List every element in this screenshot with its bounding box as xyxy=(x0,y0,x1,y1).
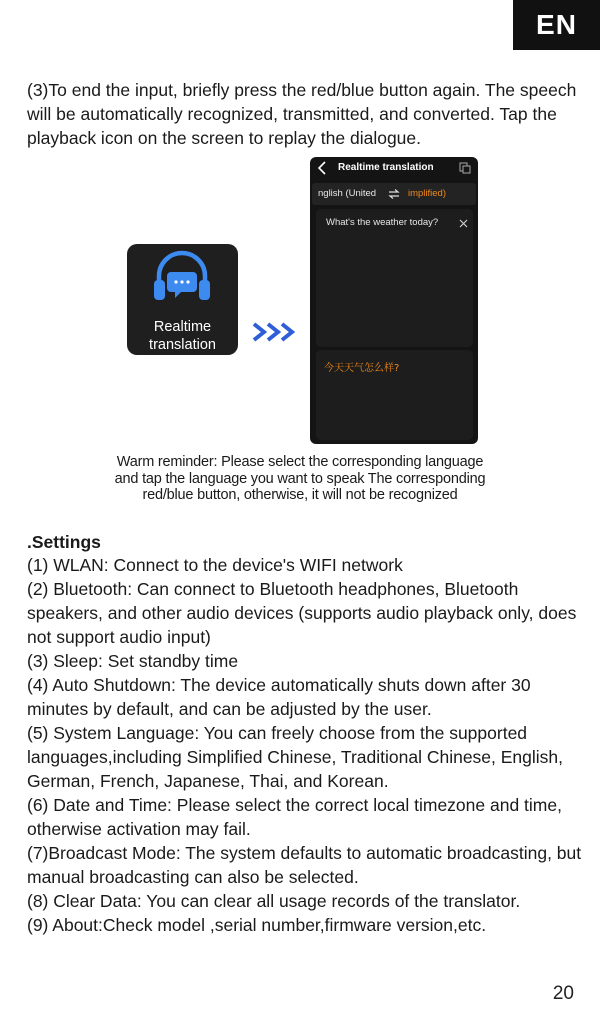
settings-item-bluetooth: (2) Bluetooth: Can connect to Bluetooth headphones, Bluetooth speakers, and other audio devices (supports audio playback only, does not support audio input) xyxy=(27,579,577,647)
realtime-translation-app-icon[interactable] xyxy=(127,244,238,355)
back-chevron-icon[interactable] xyxy=(317,161,327,175)
source-language[interactable]: nglish (United xyxy=(318,188,377,199)
settings-item-auto-shutdown: (4) Auto Shutdown: The device automatically shuts down after 30 minutes by default, and can be adjusted by the user. xyxy=(27,675,531,719)
reminder-line3: red/blue button, otherwise, it will not be recognized xyxy=(142,487,458,503)
settings-item-system-language: (5) System Language: You can freely choose from the supported languages,including Simplified Chinese, Traditional Chinese, English, German, French, Japanese, Thai, and Korean. xyxy=(27,723,564,791)
reminder-line1: Warm reminder: Please select the corresponding language xyxy=(116,454,484,470)
phone-screenshot xyxy=(310,157,478,444)
app-icon-label-line1: Realtime xyxy=(153,319,212,335)
swap-icon[interactable] xyxy=(388,188,400,200)
language-tab: EN xyxy=(513,0,600,50)
intro-paragraph: (3)To end the input, briefly press the red/blue button again. The speech will be automatically recognized, transmitted, and converted. Tap the playback icon on the screen to replay the dialogue. xyxy=(27,80,577,148)
translated-text-panel xyxy=(316,350,473,440)
headset-chat-icon xyxy=(151,250,213,306)
language-selector-bar xyxy=(312,183,476,205)
settings-item-sleep: (3) Sleep: Set standby time xyxy=(27,651,239,671)
source-text-panel xyxy=(316,209,473,347)
settings-item-date-time: (6) Date and Time: Please select the correct local timezone and time, otherwise activation may fail. xyxy=(27,795,562,839)
page-number: 20 xyxy=(552,983,574,1004)
translated-answer: 今天天气怎么样? xyxy=(324,363,400,374)
warm-reminder xyxy=(100,454,500,504)
phone-top-bar xyxy=(310,157,478,179)
settings-item-broadcast-mode: (7)Broadcast Mode: The system defaults to automatic broadcasting, but manual broadcasting can also be selected. xyxy=(27,843,582,887)
settings-list xyxy=(27,553,592,937)
settings-heading: .Settings xyxy=(27,532,101,552)
reminder-line2: and tap the language you want to speak The corresponding xyxy=(114,470,486,487)
settings-item-wlan: (1) WLAN: Connect to the device's WIFI network xyxy=(27,555,403,575)
target-language[interactable]: implified) xyxy=(408,188,447,199)
settings-item-clear-data: (8) Clear Data: You can clear all usage records of the translator. xyxy=(27,891,521,911)
close-icon[interactable] xyxy=(459,219,468,228)
settings-item-about: (9) About:Check model ,serial number,firmware version,etc. xyxy=(27,915,487,935)
app-icon-label-line2: translation xyxy=(149,337,216,353)
recognized-question: What's the weather today? xyxy=(326,217,439,228)
copy-icon[interactable] xyxy=(459,162,471,174)
triple-chevron-right-icon xyxy=(252,320,300,344)
phone-title: Realtime translation xyxy=(338,162,434,173)
